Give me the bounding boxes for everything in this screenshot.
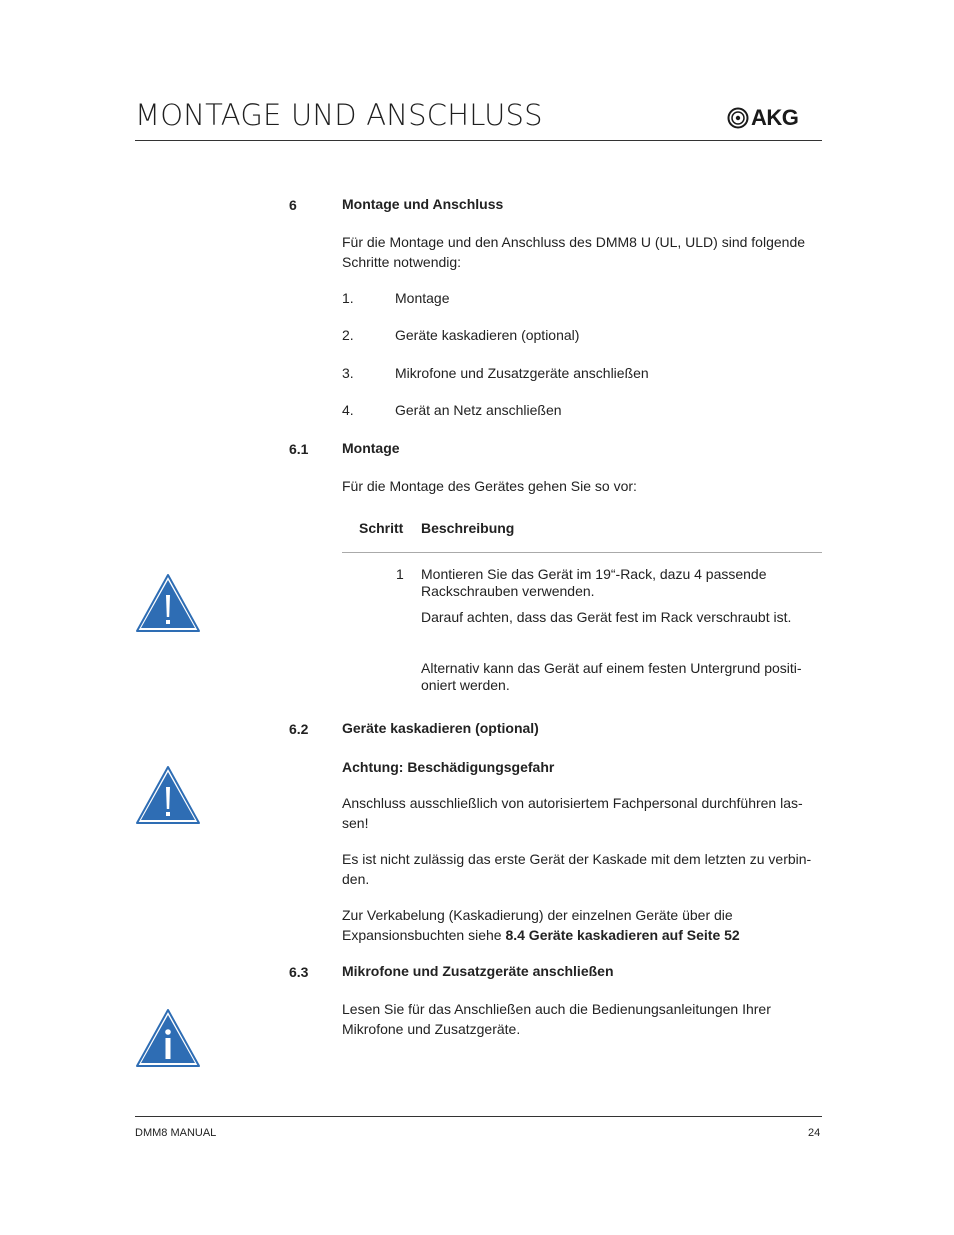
section-number: 6.1 <box>289 441 309 457</box>
akg-logo <box>727 104 823 132</box>
paragraph: Anschluss ausschließlich von autorisiertem Fachpersonal durchführen las-sen! <box>342 795 803 831</box>
footer-manual-name: DMM8 MANUAL <box>135 1127 217 1139</box>
paragraph: Es ist nicht zulässig das erste Gerät der Kaskade mit dem letzten zu verbin-den. <box>342 851 812 887</box>
section-intro: Für die Montage und den Anschluss des DMM8 U (UL, ULD) sind folgende Schritte notwendig: <box>342 234 806 270</box>
paragraph-text: Zur Verkabelung (Kaskadierung) der einzelnen Geräte über die Expansionsbuchten siehe <box>342 907 733 943</box>
table-header-description: Beschreibung <box>421 520 515 536</box>
header-divider <box>135 140 822 141</box>
cross-reference: 8.4 Geräte kaskadieren auf Seite 52 <box>505 926 740 943</box>
section-heading: Mikrofone und Zusatzgeräte anschließen <box>342 963 614 979</box>
table-cell-description: Darauf achten, dass das Gerät fest im Rack verschraubt ist. <box>421 609 792 625</box>
footer-divider <box>135 1116 822 1117</box>
section-heading: Geräte kaskadieren (optional) <box>342 720 539 736</box>
table-cell-description: Alternativ kann das Gerät auf einem festen Untergrund positi-oniert werden. <box>421 660 802 693</box>
table-cell-step: 1 <box>396 566 404 582</box>
list-item-number: 4. <box>342 402 354 418</box>
table-cell-description: Montieren Sie das Gerät im 19“-Rack, dazu 4 passende Rackschrauben verwenden. <box>421 566 767 599</box>
table-divider <box>342 552 822 553</box>
section-number: 6.2 <box>289 721 309 737</box>
list-item-number: 3. <box>342 365 354 381</box>
table-header-step: Schritt <box>359 520 404 536</box>
section-heading: Montage und Anschluss <box>342 196 504 212</box>
list-item-number: 1. <box>342 290 354 306</box>
section-number: 6.3 <box>289 964 309 980</box>
page-title: MONTAGE UND ANSCHLUSS <box>135 98 543 132</box>
paragraph: Lesen Sie für das Anschließen auch die Bedienungsanleitungen Ihrer Mikrofone und Zusatzgeräte. <box>342 1001 771 1037</box>
warning-triangle-icon <box>135 765 201 825</box>
list-item: Gerät an Netz anschließen <box>395 402 562 418</box>
page-number: 24 <box>808 1127 821 1139</box>
list-item: Montage <box>395 290 450 306</box>
list-item-number: 2. <box>342 327 354 343</box>
warning-title: Achtung: Beschädigungsgefahr <box>342 759 555 775</box>
section-heading: Montage <box>342 440 400 456</box>
list-item: Geräte kaskadieren (optional) <box>395 327 580 343</box>
akg-logo-icon <box>727 104 751 132</box>
section-number: 6 <box>289 197 297 213</box>
paragraph <box>342 906 762 945</box>
warning-triangle-icon <box>135 573 201 633</box>
info-triangle-icon <box>135 1008 201 1068</box>
akg-logo-text: AKG <box>751 105 799 130</box>
list-item: Mikrofone und Zusatzgeräte anschließen <box>395 365 649 381</box>
section-intro: Für die Montage des Gerätes gehen Sie so vor: <box>342 478 637 494</box>
